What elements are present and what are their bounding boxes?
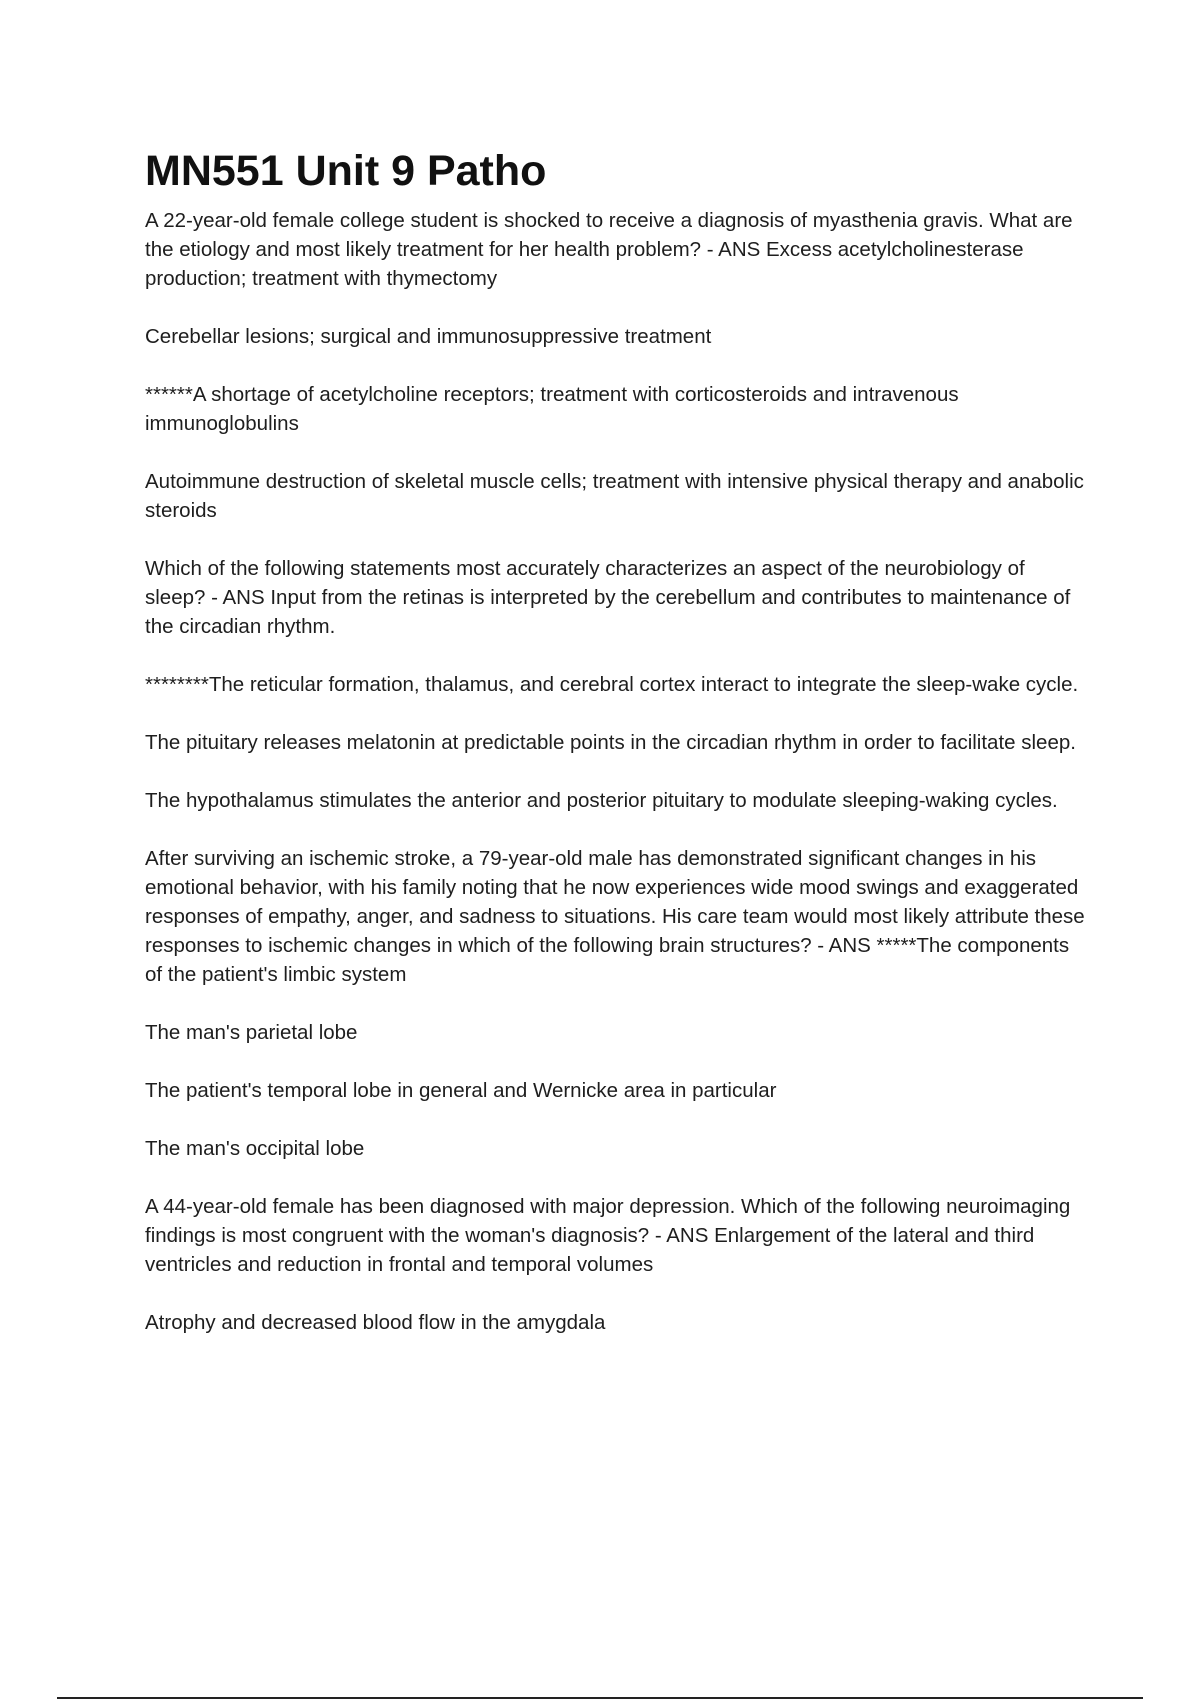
paragraph-option: ******A shortage of acetylcholine receptors; treatment with corticosteroids and intravenous immunoglobulins <box>145 383 959 435</box>
paragraph-option: ********The reticular formation, thalamus, and cerebral cortex interact to integrate the sleep-wake cycle. <box>145 673 1079 696</box>
paragraph-option: Autoimmune destruction of skeletal muscle cells; treatment with intensive physical therapy and anabolic steroids <box>145 470 1084 522</box>
page-title: MN551 Unit 9 Patho <box>145 147 547 195</box>
paragraph-option: The patient's temporal lobe in general and Wernicke area in particular <box>145 1079 777 1102</box>
paragraph-option: Cerebellar lesions; surgical and immunosuppressive treatment <box>145 325 712 348</box>
paragraph-option: The hypothalamus stimulates the anterior and posterior pituitary to modulate sleeping-waking cycles. <box>145 789 1058 812</box>
paragraph-question-2: Which of the following statements most accurately characterizes an aspect of the neurobiology of sleep? - ANS Input from the retinas is interpreted by the cerebellum and contributes to maintenance of the circadian rhythm. <box>145 557 1071 638</box>
paragraph-question-4: A 44-year-old female has been diagnosed with major depression. Which of the following neuroimaging findings is most congruent with the woman's diagnosis? - ANS Enlargement of the lateral and third ventricles and reduction in frontal and temporal volumes <box>145 1195 1071 1276</box>
document-body <box>145 146 1090 1366</box>
paragraph-option: The man's occipital lobe <box>145 1137 365 1160</box>
footer-divider <box>57 1697 1143 1699</box>
paragraph-option: Atrophy and decreased blood flow in the amygdala <box>145 1311 606 1334</box>
paragraph-question-3: After surviving an ischemic stroke, a 79-year-old male has demonstrated significant changes in his emotional behavior, with his family noting that he now experiences wide mood swings and exaggerated responses of empathy, anger, and sadness to situations. His care team would most likely attribute these responses to ischemic changes in which of the following brain structures? - ANS *****The components of the patient's limbic system <box>145 847 1085 986</box>
paragraph-question-1: A 22-year-old female college student is shocked to receive a diagnosis of myasthenia gravis. What are the etiology and most likely treatment for her health problem? - ANS Excess acetylcholinesterase production; treatment with thymectomy <box>145 209 1073 290</box>
paragraph-option: The man's parietal lobe <box>145 1021 358 1044</box>
paragraph-option: The pituitary releases melatonin at predictable points in the circadian rhythm in order to facilitate sleep. <box>145 731 1076 754</box>
